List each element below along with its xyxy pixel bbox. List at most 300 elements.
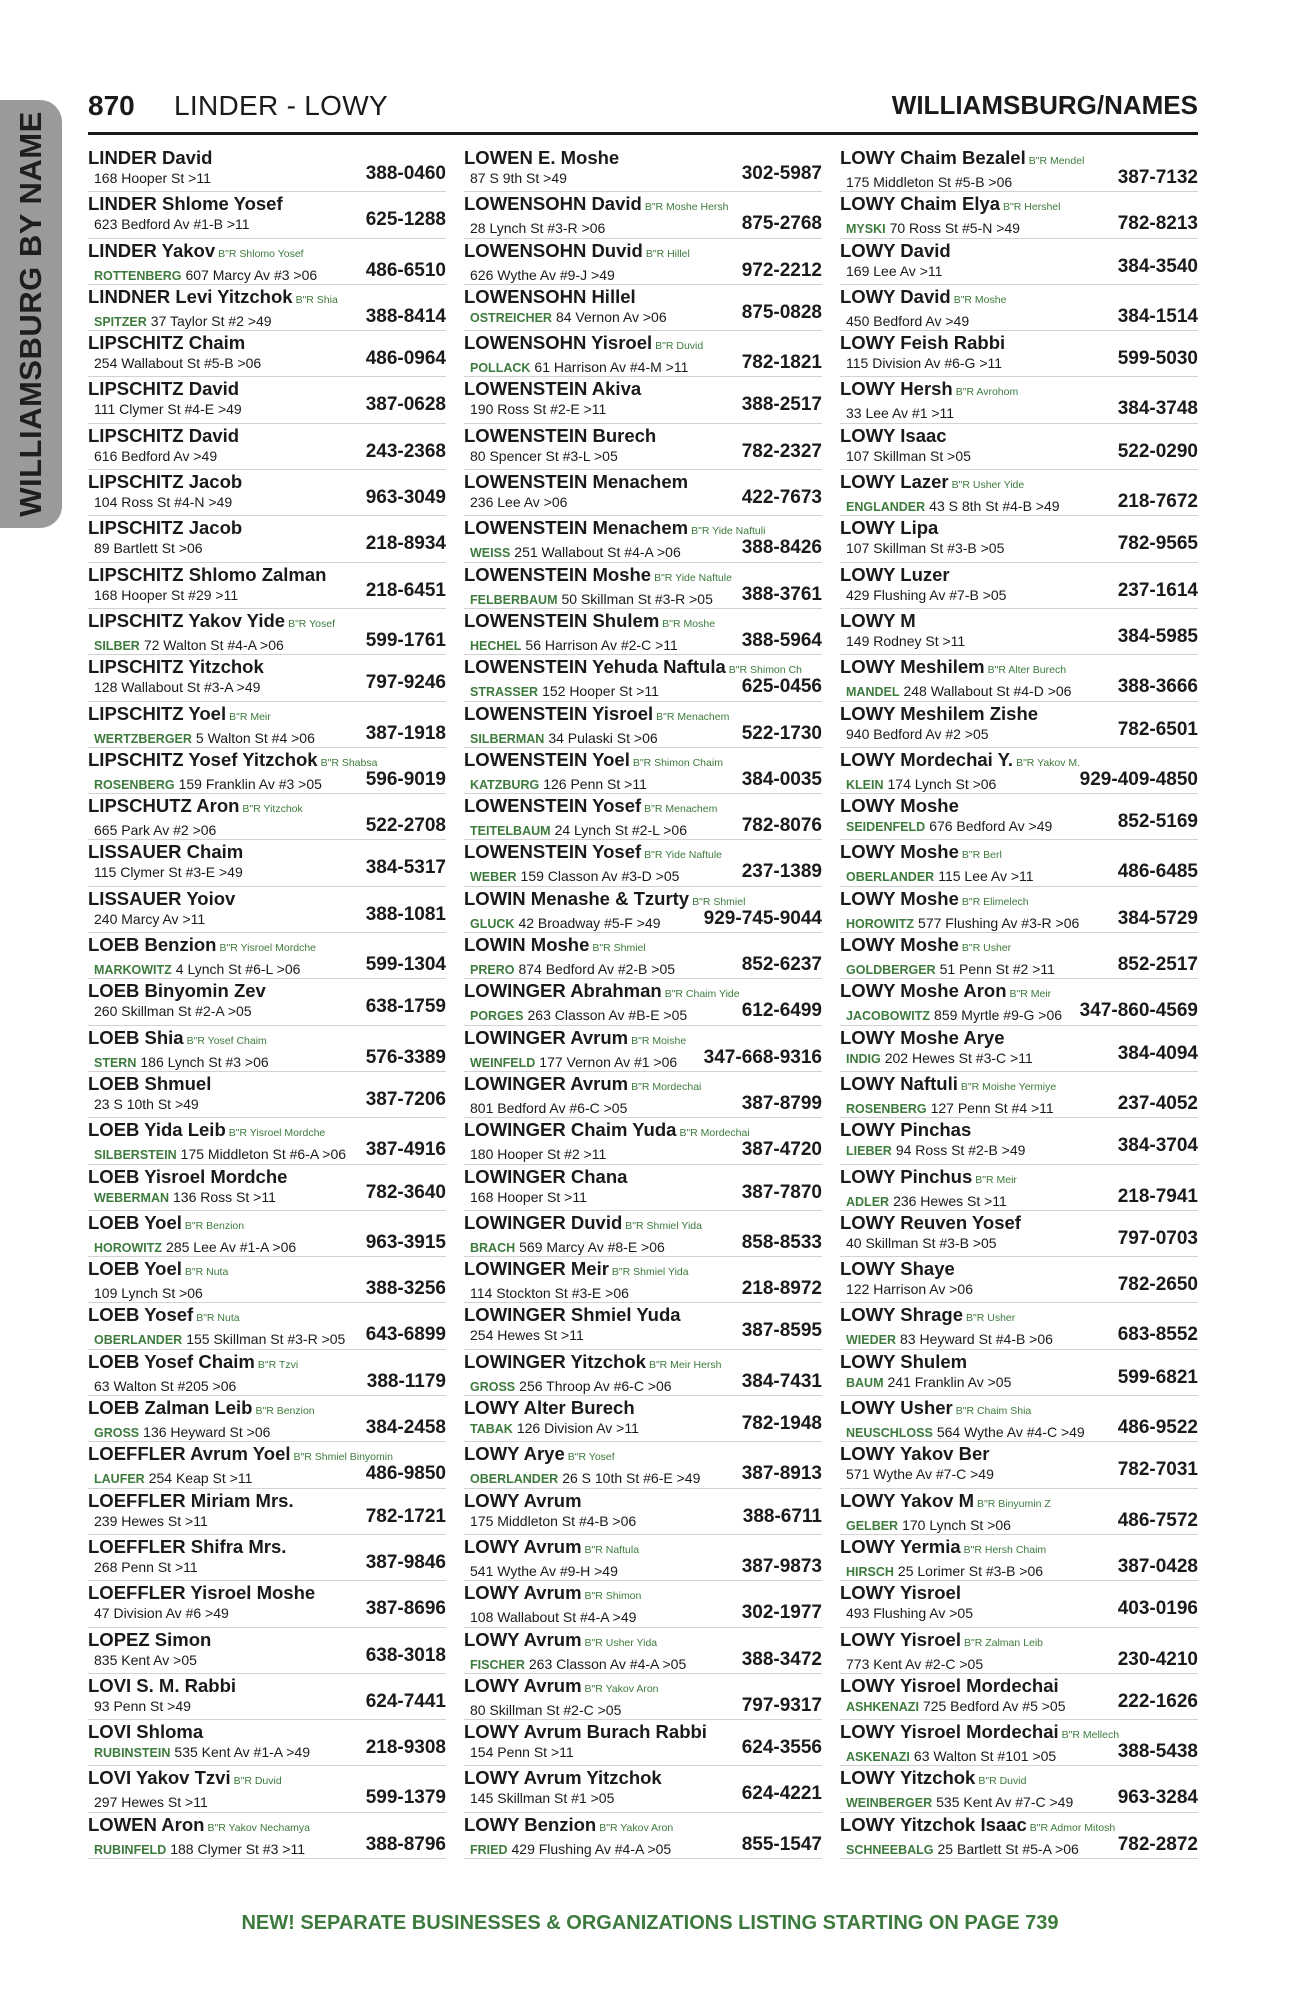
- entry-parent-name: B"R Shlomo Yosef: [218, 247, 304, 260]
- listing-entry: [88, 887, 446, 933]
- entry-address: 23 S 10th St >49: [94, 1095, 199, 1112]
- entry-phone: 387-1918: [365, 722, 446, 744]
- entry-parent-name: B"R Shmiel Yida: [611, 1266, 689, 1279]
- entry-address: 285 Lee Av #1-A >06: [166, 1238, 297, 1255]
- entry-parent-name: B"R Duvid: [978, 1775, 1027, 1788]
- listing-entry: [464, 1303, 822, 1349]
- entry-maiden-name: GROSS: [470, 1379, 516, 1394]
- entry-address-line: [464, 1231, 822, 1257]
- entry-address-line: [88, 1463, 446, 1488]
- listing-entry: [464, 1026, 822, 1072]
- entry-name: LOEB Yosef: [88, 1304, 194, 1326]
- entry-address-line: [88, 163, 446, 189]
- entry-maiden-name: HOROWITZ: [846, 916, 915, 931]
- entry-maiden-name: FISCHER: [470, 1657, 525, 1672]
- entry-parent-name: B"R Benzion: [184, 1219, 245, 1232]
- entry-parent-name: B"R Nuta: [196, 1312, 240, 1325]
- entry-name: LOWEN E. Moshe: [464, 147, 620, 168]
- entry-name: LOWENSTEIN Menachem: [464, 471, 689, 493]
- entry-address-line: [88, 629, 446, 655]
- entry-address-line: [464, 1092, 822, 1118]
- entry-name: LIPSCHITZ David: [88, 378, 240, 400]
- listing-entry: [464, 1535, 822, 1581]
- entry-address-line: [88, 1787, 446, 1812]
- listing-entry: [840, 748, 1198, 794]
- listing-entry: [88, 1628, 446, 1674]
- entry-address-line: [840, 1417, 1198, 1442]
- listing-entry: [88, 702, 446, 748]
- listing-entry: [840, 979, 1198, 1025]
- entry-parent-name: B"R Shmiel Binyomin: [293, 1451, 393, 1464]
- entry-name: LOWY Yisroel Mordechai: [840, 1721, 1059, 1743]
- entry-address: 51 Penn St #2 >11: [939, 961, 1055, 978]
- listing-entry: [464, 933, 822, 979]
- listing-entry: [88, 840, 446, 886]
- entry-address: 115 Division Av #6-G >11: [846, 355, 1003, 372]
- entry-parent-name: B"R Shimon Chaim: [632, 756, 723, 769]
- entry-address-line: [88, 722, 446, 748]
- entry-phone: 302-5987: [741, 163, 822, 184]
- listing-entry: [88, 1442, 446, 1488]
- entry-address: 174 Lynch St >06: [887, 775, 997, 792]
- entry-address: 186 Lynch St #3 >06: [140, 1053, 269, 1070]
- entry-name: LIPSCHITZ Chaim: [88, 332, 246, 354]
- entry-phone: 963-3284: [1117, 1787, 1198, 1809]
- entry-name: LOVI Shloma: [88, 1721, 204, 1743]
- entry-address: 175 Middleton St #6-A >06: [180, 1146, 347, 1163]
- entry-address-line: [840, 1000, 1198, 1025]
- entry-name: LOWY Yisroel Mordechai: [840, 1674, 1059, 1696]
- entry-name: LOWENSOHN Duvid: [464, 239, 643, 261]
- entry-address-line: [464, 1320, 822, 1346]
- entry-phone: 387-4720: [741, 1139, 822, 1161]
- entry-phone: 218-7941: [1117, 1185, 1198, 1207]
- footer-notice: NEW! SEPARATE BUSINESSES & ORGANIZATIONS LISTING STARTING ON PAGE 739: [241, 1912, 1059, 1934]
- entry-address: 93 Penn St >49: [94, 1697, 191, 1714]
- entry-phone: 852-2517: [1117, 954, 1198, 976]
- listing-entry: [464, 655, 822, 701]
- entry-address: 25 Lorimer St #3-B >06: [897, 1562, 1044, 1579]
- entry-phone: 388-2517: [741, 394, 822, 416]
- entry-name: LOWY M: [840, 609, 916, 631]
- entry-maiden-name: TEITELBAUM: [470, 824, 551, 839]
- entry-address: 577 Flushing Av #3-R >06: [918, 914, 1080, 931]
- entry-address: 126 Penn St >11: [543, 775, 647, 792]
- entry-address: 126 Division Av >11: [516, 1420, 639, 1437]
- listing-entry: [88, 239, 446, 285]
- entry-name: LOWY Meshilem: [840, 656, 985, 678]
- listing-entry: [464, 1118, 822, 1164]
- entry-name: LOWINGER Chaim Yuda: [464, 1119, 677, 1141]
- entry-phone: 624-4221: [741, 1783, 822, 1805]
- entry-parent-name: B"R Moshe: [953, 293, 1007, 306]
- entry-phone: 782-2650: [1117, 1274, 1198, 1296]
- entry-parent-name: B"R Yosef Chaim: [186, 1034, 267, 1047]
- entry-phone: 782-8076: [741, 815, 822, 837]
- entry-address: 115 Clymer St #3-E >49: [94, 864, 243, 881]
- entry-parent-name: B"R Shia: [295, 293, 338, 306]
- listing-entry: [464, 887, 822, 933]
- listing-entry: [840, 424, 1198, 470]
- listing-column-2: [464, 146, 822, 1859]
- entry-address-line: [88, 1737, 446, 1763]
- entry-name: LOWY Usher: [840, 1397, 953, 1419]
- entry-name: LOWY David: [840, 285, 951, 307]
- entry-parent-name: B"R Hershel: [1003, 201, 1061, 214]
- listing-entry: [464, 1581, 822, 1627]
- entry-phone: 218-9308: [365, 1737, 446, 1759]
- entry-phone: 387-9873: [741, 1555, 822, 1577]
- entry-address: 835 Kent Av >05: [94, 1651, 197, 1668]
- entry-phone: 522-2708: [365, 815, 446, 837]
- entry-name: LOVI S. M. Rabbi: [88, 1674, 237, 1696]
- entry-address: 773 Kent Av #2-C >05: [846, 1655, 984, 1672]
- entry-name: LOWY Yitzchok Isaac: [840, 1813, 1027, 1835]
- entry-name: LOWINGER Shmiel Yuda: [464, 1304, 681, 1326]
- entry-address-line: [464, 259, 822, 285]
- listing-entry: [464, 1489, 822, 1535]
- entry-address: 154 Penn St >11: [470, 1744, 574, 1761]
- entry-phone: 522-0290: [1117, 440, 1198, 462]
- listing-entry: [464, 794, 822, 840]
- entry-maiden-name: OBERLANDER: [470, 1472, 559, 1487]
- entry-name: LIPSCHITZ Jacob: [88, 471, 243, 493]
- listing-entry: [88, 748, 446, 794]
- entry-address-line: [88, 1278, 446, 1303]
- entry-maiden-name: ENGLANDER: [846, 500, 926, 515]
- entry-maiden-name: ROSENBERG: [846, 1101, 927, 1116]
- entry-name: LIPSCHITZ Yakov Yide: [88, 609, 286, 631]
- entry-phone: 384-0035: [741, 768, 822, 790]
- entry-address-line: [840, 1598, 1198, 1624]
- entry-maiden-name: OBERLANDER: [846, 870, 935, 885]
- entry-parent-name: B"R Meir: [1009, 988, 1052, 1001]
- entry-address: 180 Hooper St #2 >11: [470, 1146, 607, 1163]
- entry-phone: 599-1379: [365, 1787, 446, 1809]
- entry-name: LOWY Arye: [464, 1443, 565, 1465]
- listing-entry: [840, 239, 1198, 285]
- entry-maiden-name: STRASSER: [470, 685, 539, 700]
- listing-entry: [88, 563, 446, 609]
- entry-address: 127 Penn St #4 >11: [930, 1099, 1054, 1116]
- entry-name: LOWENSTEIN Yisroel: [464, 702, 654, 724]
- entry-name: LOEFFLER Avrum Yoel: [88, 1443, 291, 1465]
- entry-address-line: [88, 672, 446, 698]
- entry-maiden-name: BRACH: [470, 1240, 516, 1255]
- entry-address-line: [88, 1324, 446, 1349]
- entry-address-line: [840, 1690, 1198, 1717]
- entry-parent-name: B"R Mellech: [1061, 1729, 1120, 1742]
- entry-parent-name: B"R Meir Hersh: [648, 1358, 722, 1371]
- entry-name: LOWY Avrum: [464, 1489, 582, 1511]
- entry-phone: 222-1626: [1117, 1690, 1198, 1712]
- entry-parent-name: B"R Admor Mitosh: [1029, 1821, 1116, 1834]
- listing-entry: [464, 1072, 822, 1118]
- entry-address: 564 Wythe Av #4-C >49: [936, 1424, 1085, 1441]
- entry-phone: 387-7870: [741, 1181, 822, 1203]
- entry-name: LOWY Yakov Ber: [840, 1443, 990, 1465]
- entry-address-line: [88, 1046, 446, 1072]
- entry-address-line: [464, 1139, 822, 1164]
- entry-maiden-name: HIRSCH: [846, 1564, 894, 1579]
- entry-address-line: [840, 625, 1198, 652]
- entry-maiden-name: ASHKENAZI: [846, 1699, 919, 1714]
- entry-maiden-name: WEISS: [470, 546, 511, 561]
- entry-parent-name: B"R Moshe: [662, 617, 716, 630]
- entry-name: LOWENSOHN David: [464, 193, 642, 215]
- listing-entry: [840, 1674, 1198, 1720]
- entry-phone: 384-5317: [365, 857, 446, 879]
- entry-phone: 875-0828: [741, 301, 822, 323]
- entry-address: 24 Lynch St #2-L >06: [554, 822, 688, 839]
- entry-address: 859 Myrtle #9-G >06: [934, 1007, 1063, 1024]
- entry-phone: 388-3761: [741, 583, 822, 605]
- entry-address-line: [464, 861, 822, 886]
- entry-maiden-name: LAUFER: [94, 1472, 145, 1487]
- entry-phone: 388-3472: [741, 1648, 822, 1670]
- entry-name: LOWENSTEIN Shulem: [464, 609, 660, 631]
- entry-address: 33 Lee Av #1 >11: [846, 405, 955, 422]
- entry-name: LOWY Naftuli: [840, 1072, 958, 1094]
- entry-phone: 347-860-4569: [1079, 1000, 1198, 1022]
- listing-entry: [464, 331, 822, 377]
- entry-phone: 963-3915: [365, 1231, 446, 1253]
- entry-parent-name: B"R Duvid: [233, 1775, 282, 1788]
- entry-address-line: [840, 398, 1198, 423]
- entry-phone: 855-1547: [741, 1833, 822, 1855]
- entry-name: LOWY Pinchas: [840, 1119, 972, 1141]
- entry-phone: 858-8533: [741, 1231, 822, 1253]
- entry-parent-name: B"R Yakov Nechamya: [207, 1821, 311, 1834]
- entry-address: 108 Wallabout St #4-A >49: [470, 1609, 637, 1626]
- entry-phone: 782-3640: [365, 1181, 446, 1203]
- entry-phone: 387-7206: [365, 1088, 446, 1110]
- entry-phone: 218-8972: [741, 1278, 822, 1300]
- entry-phone: 387-7132: [1117, 167, 1198, 188]
- entry-maiden-name: WIEDER: [846, 1333, 896, 1348]
- entry-address-line: [464, 1278, 822, 1303]
- entry-phone: 643-6899: [365, 1324, 446, 1346]
- listing-entry: [88, 470, 446, 516]
- entry-address-line: [88, 903, 446, 930]
- entry-address: 136 Heyward St >06: [143, 1424, 271, 1441]
- entry-address-line: [840, 579, 1198, 606]
- entry-address-line: [840, 1227, 1198, 1254]
- entry-address-line: [464, 301, 822, 328]
- entry-address: 50 Skillman St #3-R >05: [561, 590, 713, 607]
- entry-phone: 237-1614: [1117, 579, 1198, 601]
- entry-address-line: [88, 1088, 446, 1115]
- entry-name: LOEB Yoel: [88, 1211, 182, 1233]
- entry-address-line: [840, 1274, 1198, 1300]
- entry-address-line: [840, 213, 1198, 238]
- entry-name: LOWY Lazer: [840, 471, 949, 493]
- entry-address: 84 Vernon Av >06: [555, 308, 667, 325]
- entry-maiden-name: MANDEL: [846, 685, 900, 700]
- entry-parent-name: B"R Menachem: [656, 710, 730, 723]
- entry-name: LIPSCHITZ Yoel: [88, 702, 227, 724]
- entry-maiden-name: JACOBOWITZ: [846, 1009, 931, 1024]
- entry-address: 5 Walton St #4 >06: [195, 729, 315, 746]
- entry-address-line: [840, 255, 1198, 282]
- entry-name: LOWY Chaim Elya: [840, 193, 1001, 215]
- entry-phone: 302-1977: [741, 1602, 822, 1624]
- entry-name: LOPEZ Simon: [88, 1628, 212, 1650]
- entry-address: 94 Ross St #2-B >49: [895, 1142, 1026, 1159]
- page-range: LINDER - LOWY: [174, 90, 388, 121]
- listing-entry: [840, 794, 1198, 840]
- listing-entry: [88, 1581, 446, 1627]
- entry-phone: 237-1389: [741, 861, 822, 883]
- listing-entry: [840, 702, 1198, 748]
- entry-name: LOWY Moshe Aron: [840, 980, 1007, 1002]
- entry-phone: 387-8696: [365, 1598, 446, 1620]
- listing-entry: [840, 1350, 1198, 1396]
- entry-phone: 422-7673: [741, 487, 822, 509]
- entry-name: LOWY Mordechai Y.: [840, 748, 1014, 770]
- entry-parent-name: B"R Usher: [966, 1312, 1016, 1325]
- entry-address-line: [88, 487, 446, 513]
- listing-entry: [464, 1628, 822, 1674]
- entry-maiden-name: ADLER: [846, 1194, 890, 1209]
- entry-address: 43 S 8th St #4-B >49: [929, 498, 1060, 515]
- entry-name: LOWINGER Abrahman: [464, 980, 662, 1002]
- entry-maiden-name: KLEIN: [846, 777, 884, 792]
- entry-address: 725 Bedford Av #5 >05: [922, 1697, 1066, 1714]
- entry-address-line: [840, 811, 1198, 837]
- entry-phone: 797-9317: [741, 1694, 822, 1716]
- entry-phone: 599-1304: [365, 954, 446, 976]
- side-tab-label: WILLIAMSBURG BY NAME: [13, 111, 48, 517]
- entry-name: LOWENSTEIN Yosef: [464, 841, 642, 863]
- entry-address-line: [464, 815, 822, 840]
- entry-address: 72 Walton St #4-A >06: [143, 636, 284, 653]
- entry-address-line: [464, 394, 822, 420]
- entry-address: 149 Rodney St >11: [846, 632, 966, 649]
- entry-address-line: [464, 954, 822, 979]
- entry-address: 256 Throop Av #6-C >06: [519, 1377, 672, 1394]
- entry-phone: 599-6821: [1117, 1366, 1198, 1388]
- entry-phone: 218-7672: [1117, 491, 1198, 513]
- entry-name: LOWENSTEIN Moshe: [464, 563, 652, 585]
- entry-address: 109 Lynch St >06: [94, 1285, 203, 1302]
- entry-maiden-name: GROSS: [94, 1426, 140, 1441]
- entry-phone: 929-745-9044: [703, 907, 822, 929]
- entry-name: LINDER David: [88, 147, 213, 168]
- listing-entry: [840, 1118, 1198, 1164]
- entry-address-line: [840, 718, 1198, 745]
- listing-entry: [88, 331, 446, 377]
- entry-phone: 625-0456: [741, 676, 822, 698]
- entry-name: LOWY Yisroel: [840, 1582, 961, 1604]
- entry-phone: 388-8414: [365, 305, 446, 327]
- entry-phone: 599-5030: [1117, 348, 1198, 370]
- page-header: [88, 84, 1198, 135]
- listing-entry: [840, 840, 1198, 886]
- entry-maiden-name: NEUSCHLOSS: [846, 1426, 933, 1441]
- entry-name: LOEFFLER Yisroel Moshe: [88, 1582, 316, 1604]
- entry-phone: 388-3666: [1117, 676, 1198, 698]
- entry-address-line: [464, 537, 822, 562]
- entry-address: 145 Skillman St #1 >05: [470, 1790, 615, 1807]
- entry-maiden-name: SILBERSTEIN: [94, 1148, 177, 1163]
- entry-name: LOWY Avrum Yitzchok: [464, 1767, 662, 1789]
- entry-phone: 875-2768: [741, 213, 822, 235]
- entry-name: LIPSCHUTZ Aron: [88, 795, 240, 817]
- listing-entry: [464, 1257, 822, 1303]
- entry-phone: 384-3704: [1117, 1135, 1198, 1157]
- entry-phone: 387-8913: [741, 1463, 822, 1485]
- entry-address: 254 Keap St >11: [148, 1470, 253, 1487]
- entry-parent-name: B"R Usher: [961, 942, 1012, 955]
- listing-entry: [840, 1211, 1198, 1257]
- entry-phone: 387-8799: [741, 1092, 822, 1114]
- entry-address-line: [88, 815, 446, 840]
- listing-entry: [840, 146, 1198, 192]
- listing-entry: [88, 424, 446, 470]
- entry-name: LOWY Shulem: [840, 1350, 968, 1372]
- entry-parent-name: B"R Shmiel Yida: [625, 1219, 702, 1232]
- entry-parent-name: B"R Yisroel Mordche: [228, 1127, 326, 1140]
- entry-phone: 486-9522: [1117, 1417, 1198, 1439]
- listing-entry: [464, 192, 822, 238]
- entry-parent-name: B"R Meir: [975, 1173, 1017, 1186]
- listing-entry: [464, 840, 822, 886]
- entry-address-line: [88, 857, 446, 883]
- entry-name: LOWY Moshe: [840, 841, 959, 863]
- entry-maiden-name: SILBERMAN: [470, 731, 545, 746]
- entry-address-line: [840, 1366, 1198, 1393]
- listing-entry: [840, 1766, 1198, 1812]
- entry-address-line: [88, 1505, 446, 1532]
- listing-entry: [840, 377, 1198, 423]
- entry-phone: 638-1759: [365, 996, 446, 1018]
- entry-address: 42 Broadway #5-F >49: [518, 914, 661, 931]
- entry-address: 80 Skillman St #2-C >05: [470, 1701, 622, 1718]
- entry-name: LOWY Pinchus: [840, 1165, 973, 1187]
- entry-phone: 929-409-4850: [1079, 768, 1198, 790]
- entry-address: 70 Ross St #5-N >49: [889, 220, 1020, 237]
- entry-phone: 625-1288: [365, 209, 446, 231]
- entry-name: LOWY Luzer: [840, 563, 950, 585]
- entry-phone: 596-9019: [365, 768, 446, 790]
- entry-address: 28 Lynch St #3-R >06: [470, 220, 606, 237]
- listing-entry: [88, 609, 446, 655]
- entry-name: LOWY Moshe: [840, 887, 959, 909]
- entry-name: LOWY Feish Rabbi: [840, 332, 1006, 354]
- entry-address: 569 Marcy Av #8-E >06: [519, 1238, 665, 1255]
- entry-phone: 624-3556: [741, 1737, 822, 1759]
- entry-parent-name: B"R Chaim Shia: [955, 1405, 1032, 1418]
- entry-phone: 612-6499: [741, 1000, 822, 1022]
- entry-address-line: [464, 352, 822, 377]
- entry-address-line: [840, 167, 1198, 192]
- entry-address: 56 Harrison Av #2-C >11: [525, 636, 678, 653]
- entry-address: 254 Wallabout St #5-B >06: [94, 355, 262, 372]
- entry-parent-name: B"R Yosef: [567, 1451, 615, 1464]
- entry-maiden-name: OSTREICHER: [470, 310, 552, 325]
- entry-address: 168 Hooper St #29 >11: [94, 586, 239, 603]
- listing-entry: [464, 424, 822, 470]
- listing-entry: [464, 979, 822, 1025]
- entry-address: 297 Hewes St >11: [94, 1794, 208, 1811]
- entry-parent-name: B"R Usher Yide: [951, 479, 1025, 492]
- entry-phone: 384-5985: [1117, 625, 1198, 647]
- entry-address-line: [88, 305, 446, 331]
- entry-address: 104 Ross St #4-N >49: [94, 494, 233, 511]
- entry-maiden-name: ROTTENBERG: [94, 268, 182, 283]
- listing-column-3: [840, 146, 1198, 1859]
